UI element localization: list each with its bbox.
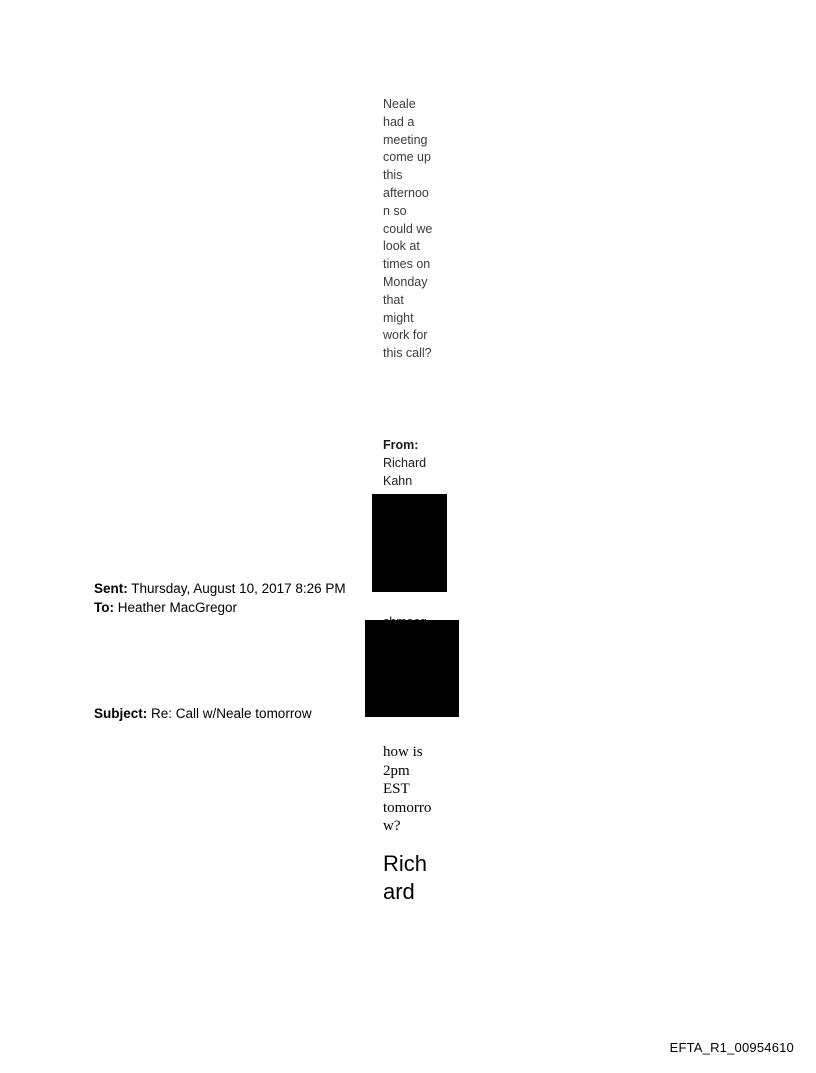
redaction-block-upper [372, 494, 447, 592]
quoted-message-text [383, 96, 433, 375]
to-label: To: [94, 599, 114, 615]
redaction-block-lower [365, 620, 459, 717]
sent-value: Thursday, August 10, 2017 8:26 PM [127, 581, 346, 596]
bates-number: EFTA_R1_00954610 [669, 1040, 794, 1055]
sent-label: Sent: [94, 581, 128, 596]
subject-row [94, 705, 414, 723]
subject-label: Subject: [94, 706, 148, 721]
from-line [383, 437, 433, 490]
from-label: From: [383, 438, 419, 452]
signature-text: Richard [383, 851, 428, 904]
to-value: Heather MacGregor [114, 599, 238, 615]
subject-value: Re: Call w/Neale tomorrow [147, 706, 312, 721]
email-header-block [94, 580, 374, 617]
reply-body-text: how is 2pm EST tomorrow? [383, 744, 432, 834]
to-row [94, 599, 374, 618]
sent-row [94, 580, 374, 599]
from-value: Richard Kahn [383, 455, 427, 488]
quoted-paragraph: Neale had a meeting come up this afternoon so could we look at times on Monday that might work for this call? [383, 97, 433, 361]
